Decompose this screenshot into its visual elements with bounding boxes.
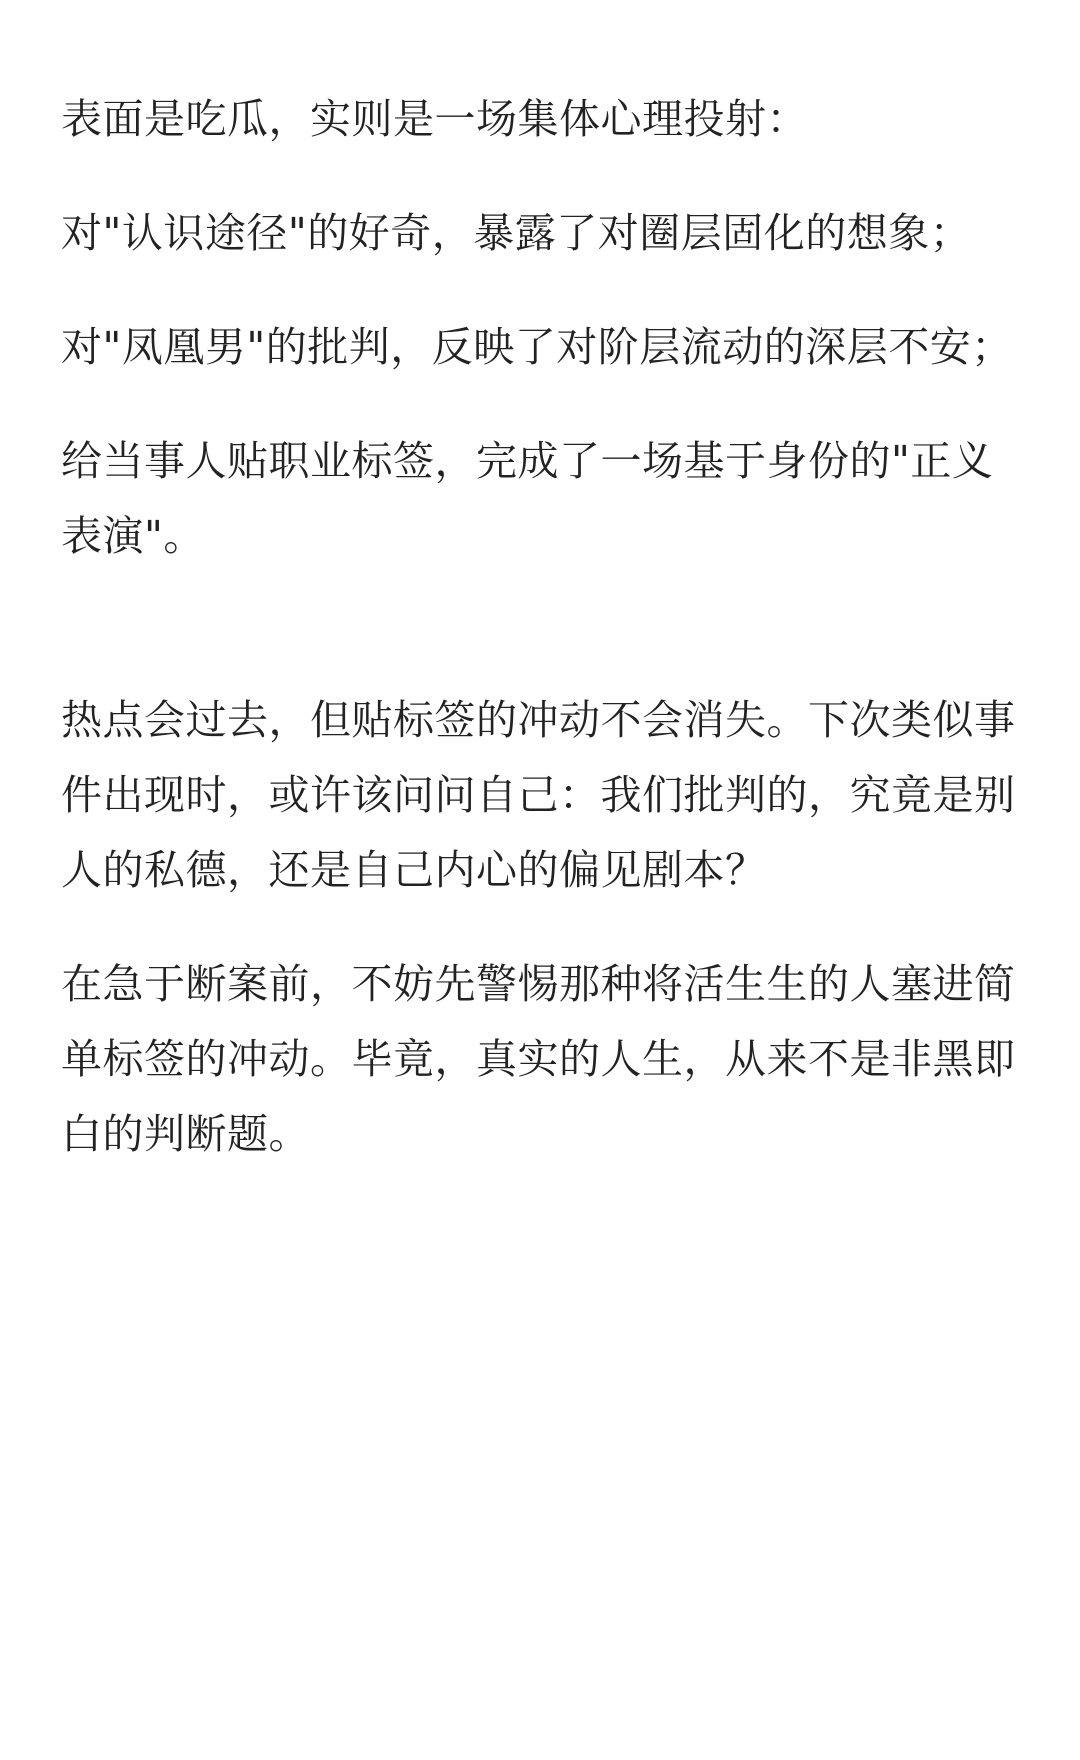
- paragraph-reflection: 热点会过去，但贴标签的冲动不会消失。下次类似事件出现时，或许该问问自己：我们批判的，究竟是别人的私德，还是自己内心的偏见剧本？: [61, 696, 1016, 894]
- article-body: [61, 82, 1023, 1172]
- paragraph-intro: 表面是吃瓜，实则是一场集体心理投射：: [61, 95, 808, 143]
- paragraph-conclusion: 在急于断案前，不妨先警惕那种将活生生的人塞进简单标签的冲动。毕竟，真实的人生，从来不是非黑即白的判断题。: [61, 960, 1016, 1158]
- paragraph-curiosity: 对"认识途径"的好奇，暴露了对圈层固化的想象；: [61, 209, 972, 257]
- paragraph-criticism: 对"凤凰男"的批判，反映了对阶层流动的深层不安；: [61, 323, 1013, 371]
- paragraph-labeling: 给当事人贴职业标签，完成了一场基于身份的"正义表演"。: [61, 437, 994, 560]
